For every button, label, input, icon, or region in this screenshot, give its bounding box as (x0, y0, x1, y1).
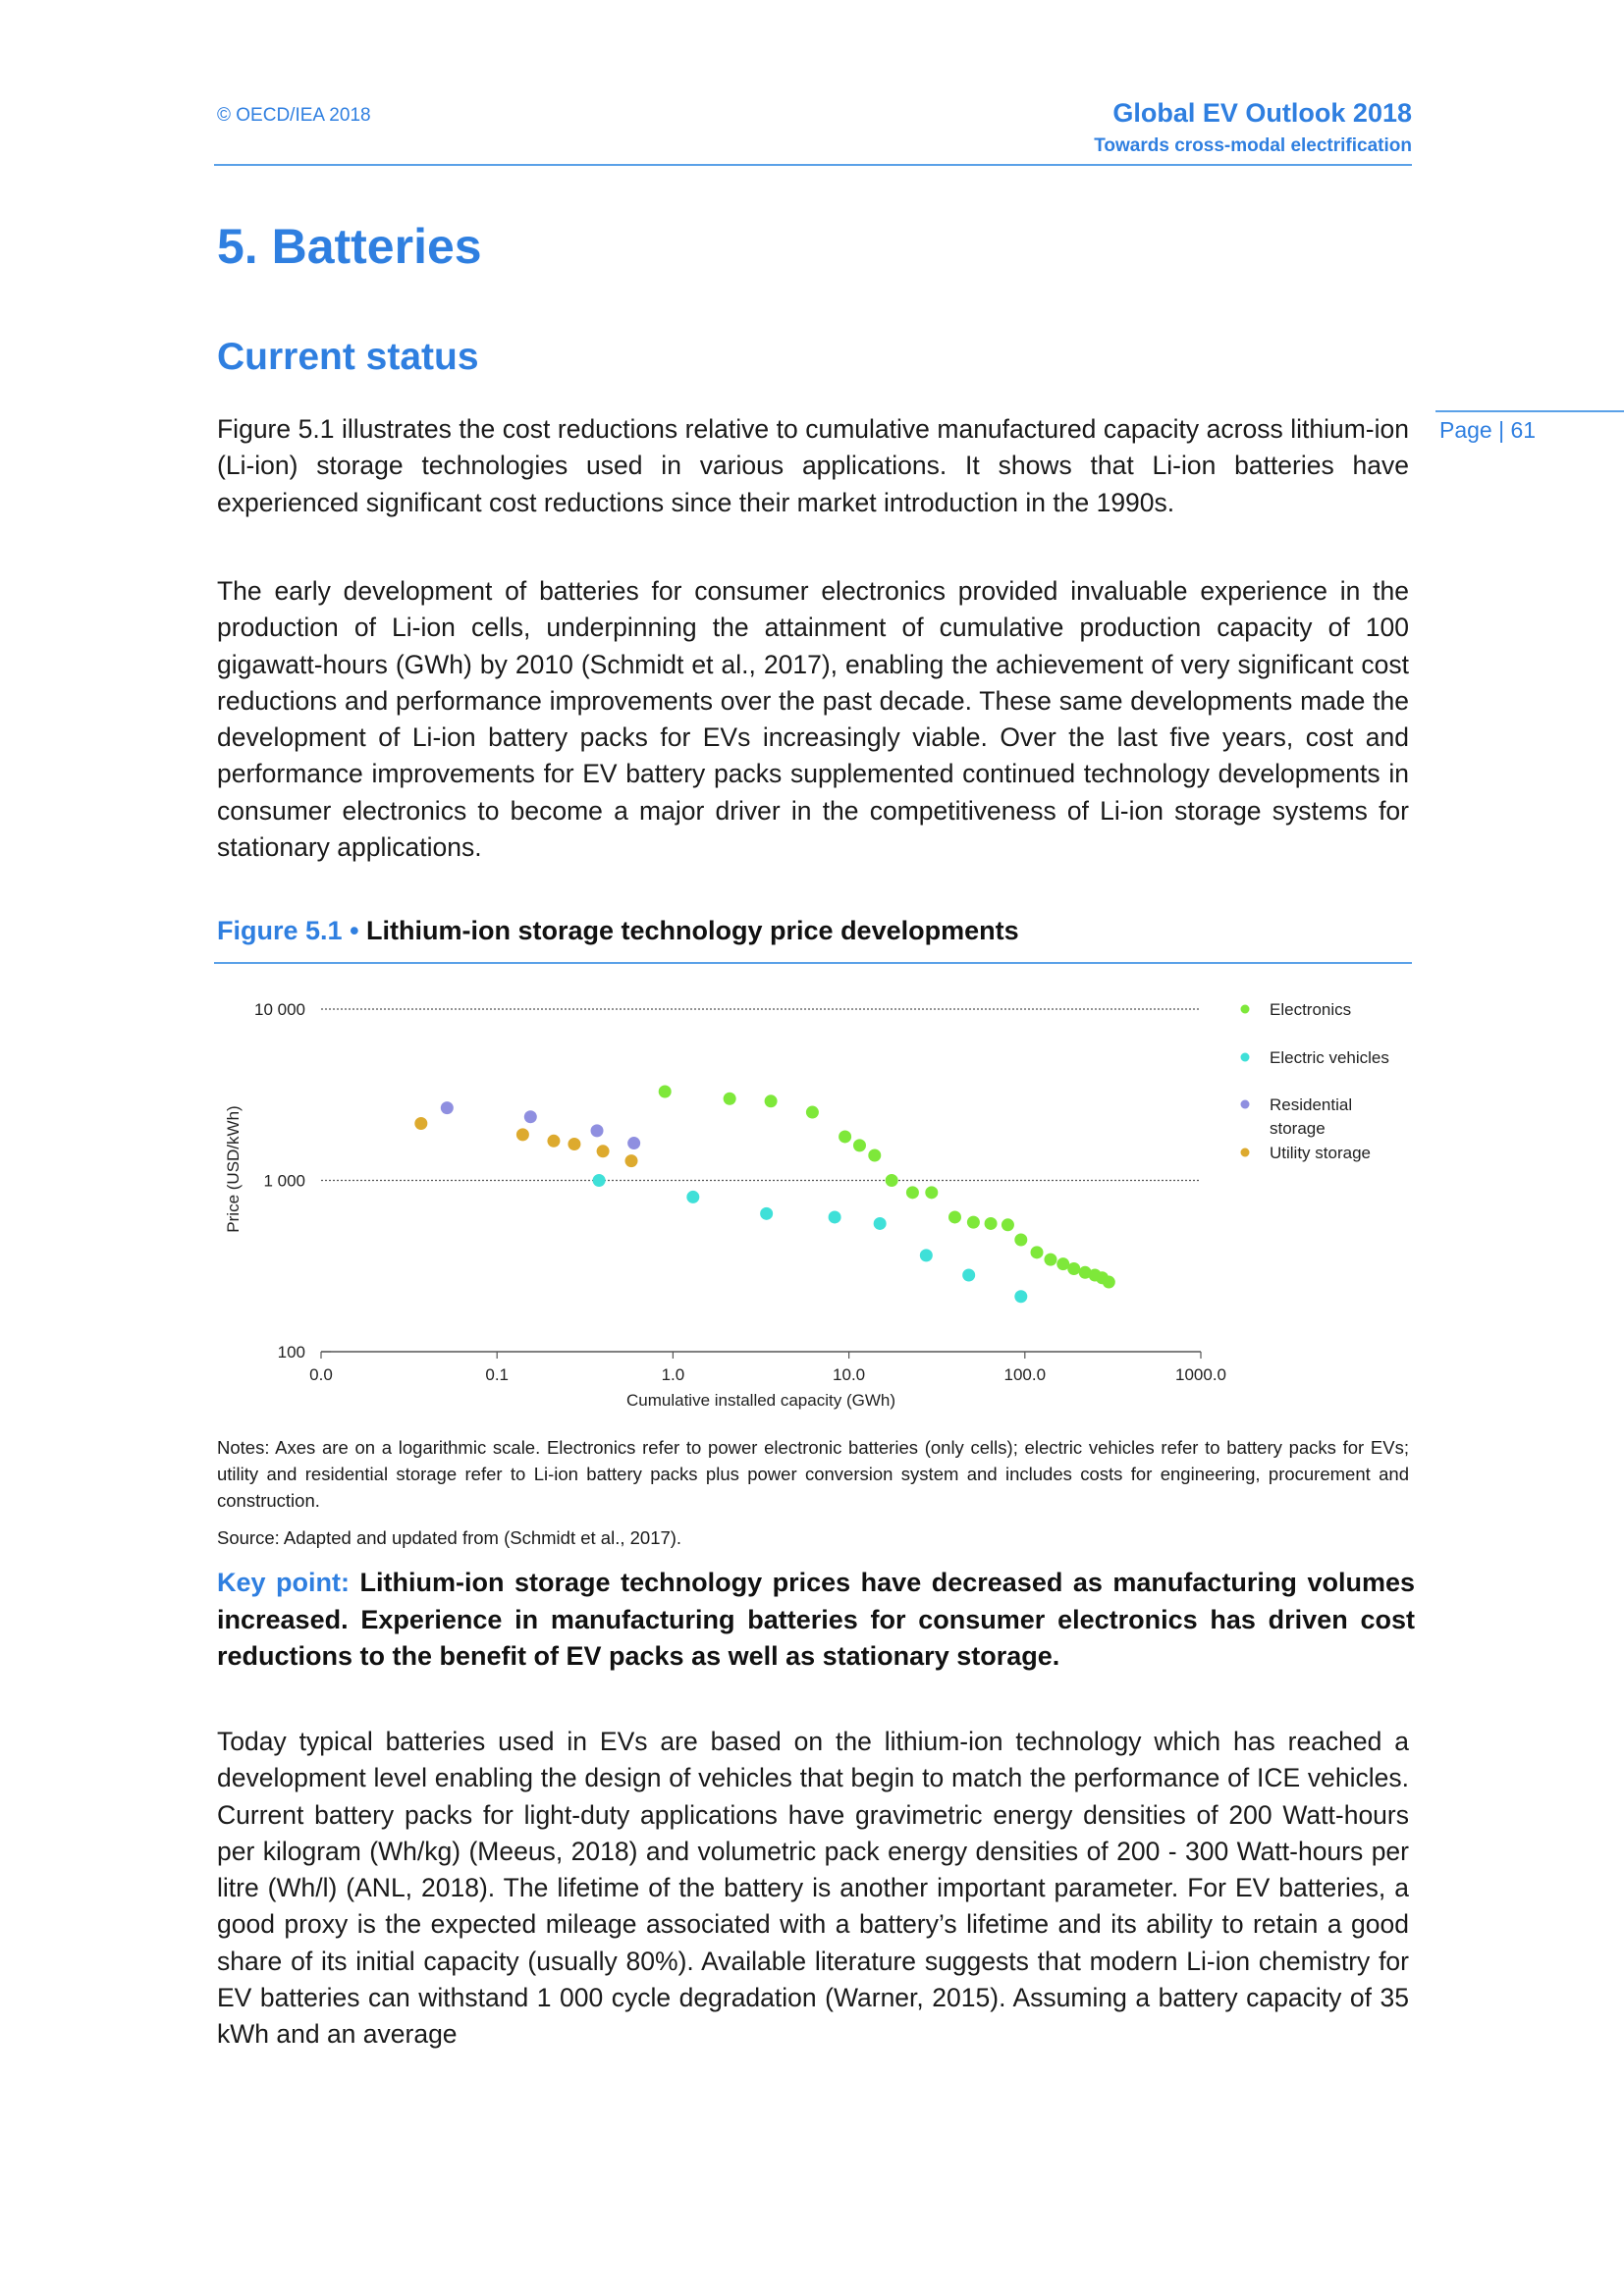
data-point-electric-vehicles (920, 1249, 933, 1261)
data-point-electronics (1014, 1234, 1027, 1247)
data-point-utility-storage (597, 1145, 610, 1157)
data-point-utility-storage (568, 1138, 580, 1150)
legend-label-residential-storage: Residential storage (1270, 1095, 1353, 1138)
data-point-electronics (1031, 1246, 1044, 1258)
data-point-utility-storage (516, 1128, 529, 1141)
data-point-residential-storage (627, 1137, 640, 1149)
figure-notes: Notes: Axes are on a logarithmic scale. Electronics refer to power electronic batteries (only cells); electric vehicles refer to battery packs for EVs; utility and residential storage refer to Li-ion battery packs plus power conversion system and includes costs for engineering, procurement and construction. (217, 1437, 1409, 1511)
legend-marker-electronics (1241, 1005, 1250, 1014)
data-point-electronics (724, 1093, 736, 1105)
legend-marker-electric-vehicles (1241, 1053, 1250, 1062)
figure-caption-bullet: • (350, 916, 359, 945)
data-point-electronics (1044, 1254, 1056, 1266)
data-point-residential-storage (524, 1110, 537, 1123)
data-point-electric-vehicles (593, 1174, 606, 1187)
x-tick-label: 0.1 (485, 1365, 510, 1384)
header-report-title: Global EV Outlook 2018 (1112, 98, 1412, 128)
data-point-electronics (659, 1086, 672, 1098)
data-point-electronics (906, 1186, 919, 1199)
y-axis-title: Price (USD/kWh) (224, 1105, 243, 1233)
data-point-electric-vehicles (1014, 1290, 1027, 1303)
y-tick-label: 100 (277, 1343, 305, 1362)
data-point-electronics (806, 1106, 819, 1119)
data-point-utility-storage (625, 1154, 638, 1167)
data-point-electronics (765, 1095, 778, 1107)
figure-source: Source: Adapted and updated from (Schmidt et al., 2017). (217, 1527, 682, 1548)
legend-label-utility-storage: Utility storage (1270, 1144, 1371, 1162)
chapter-title: 5. Batteries (217, 219, 482, 274)
x-tick-label: 0.0 (309, 1365, 333, 1384)
data-point-electronics (1103, 1276, 1115, 1289)
x-tick-label: 10.0 (833, 1365, 866, 1384)
header-report-subtitle: Towards cross-modal electrification (1094, 135, 1412, 156)
legend-marker-utility-storage (1241, 1148, 1250, 1157)
data-point-utility-storage (414, 1117, 427, 1130)
key-point-label: Key point: (217, 1568, 351, 1597)
x-tick-label: 1.0 (661, 1365, 685, 1384)
data-point-electronics (925, 1186, 938, 1199)
key-point (217, 1565, 1415, 1676)
data-point-electronics (868, 1149, 881, 1162)
data-point-residential-storage (441, 1101, 454, 1114)
figure-number: Figure 5.1 (217, 916, 343, 945)
data-point-electronics (853, 1139, 866, 1151)
data-point-electric-vehicles (829, 1210, 841, 1223)
data-point-residential-storage (591, 1124, 604, 1137)
data-point-electronics (985, 1217, 998, 1230)
data-point-electronics (1001, 1218, 1014, 1231)
x-tick-label: 1000.0 (1175, 1365, 1226, 1384)
legend-label-electronics: Electronics (1270, 1000, 1352, 1019)
x-tick-label: 100.0 (1003, 1365, 1047, 1384)
page-number: Page | 61 (1439, 417, 1537, 443)
body-paragraph-2: The early development of batteries for consumer electronics provided invaluable experience in the production of Li-ion cells, underpinning the attainment of cumulative production capacity of 100 gigawatt-hours (GWh) by 2010 (Schmidt et al., 2017), enabling the achievement of very significant cost reductions and performance improvements over the past decade. These same developments made the development of Li-ion battery packs for EVs increasingly viable. Over the last five years, cost and performance improvements for EV battery packs supplemented continued technology developments in consumer electronics to become a major driver in the competitiveness of Li-ion storage systems for stationary applications. (217, 576, 1409, 863)
data-point-electronics (948, 1210, 961, 1223)
body-paragraph-1: Figure 5.1 illustrates the cost reductions relative to cumulative manufactured capacity across lithium-ion (Li-ion) storage technologies used in various applications. It shows that Li-ion batteries have experienced significant cost reductions since their market introduction in the 1990s. (217, 414, 1409, 517)
data-point-electric-vehicles (962, 1268, 975, 1281)
section-title: Current status (217, 336, 479, 378)
x-axis-title: Cumulative installed capacity (GWh) (626, 1391, 895, 1410)
data-point-electric-vehicles (874, 1217, 887, 1230)
key-point-text: Lithium-ion storage technology prices have decreased as manufacturing volumes increased. Experience in manufacturing batteries for consumer electronics has driven cost reductions to the benefit of EV packs as well as stationary storage. (217, 1568, 1415, 1671)
header-copyright: © OECD/IEA 2018 (217, 105, 371, 126)
legend-label-electric-vehicles: Electric vehicles (1270, 1048, 1389, 1067)
body-paragraph-3: Today typical batteries used in EVs are based on the lithium-ion technology which has reached a development level enabling the design of vehicles that begin to match the performance of ICE vehicles. Current battery packs for light-duty applications have gravimetric energy densities of 200 Watt-hours per kilogram (Wh/kg) (Meeus, 2018) and volumetric pack energy densities of 200 - 300 Watt-hours per litre (Wh/l) (ANL, 2018). The lifetime of the battery is another important parameter. For EV batteries, a good proxy is the expected mileage associated with a battery’s lifetime and its ability to retain a good share of its initial capacity (usually 80%). Available literature suggests that modern Li-ion chemistry for EV batteries can withstand 1 000 cycle degradation (Warner, 2015). Assuming a battery capacity of 35 kWh and an average (217, 1727, 1409, 2050)
y-tick-label: 1 000 (263, 1171, 305, 1191)
data-point-electronics (967, 1216, 980, 1229)
data-point-utility-storage (547, 1135, 560, 1148)
legend-marker-residential-storage (1241, 1100, 1250, 1109)
figure-title: Lithium-ion storage technology price developments (366, 916, 1019, 945)
data-point-electronics (839, 1130, 851, 1143)
data-point-electronics (1067, 1262, 1080, 1275)
data-point-electric-vehicles (760, 1207, 773, 1220)
y-tick-label: 10 000 (254, 1000, 305, 1019)
data-point-electric-vehicles (686, 1191, 699, 1203)
data-point-electronics (886, 1174, 898, 1187)
